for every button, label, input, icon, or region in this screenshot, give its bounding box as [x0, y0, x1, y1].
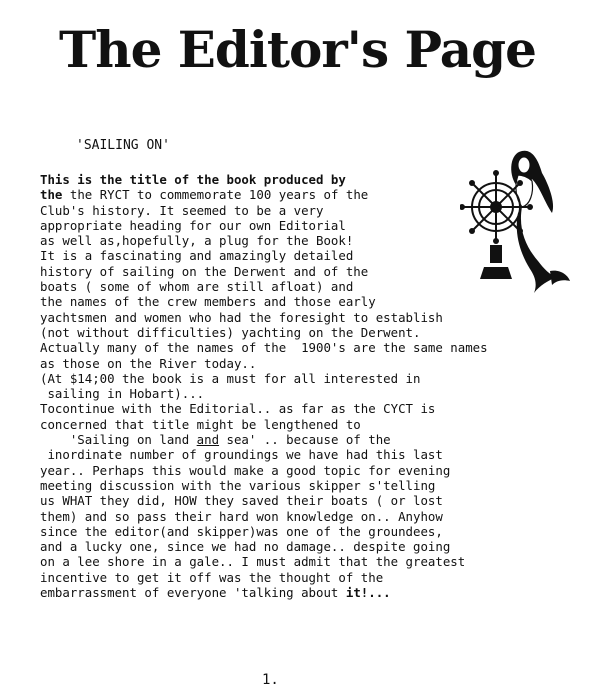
text-line: incentive to get it off was the thought of the — [40, 569, 384, 585]
editorial-text — [40, 172, 580, 600]
text-line: history of sailing on the Derwent and of the — [40, 263, 369, 279]
text-line: year.. Perhaps this would make a good topic for evening — [40, 462, 451, 478]
text-line: the the RYCT to commemorate 100 years of the — [40, 187, 369, 203]
text-line: them) and so pass their hard won knowledge on.. Anyhow — [40, 508, 443, 524]
text-line: and a lucky one, since we had no damage.. despite going — [40, 539, 451, 555]
text-line: on a lee shore in a gale.. I must admit that the greatest — [40, 554, 466, 570]
text-line: boats ( some of whom are still afloat) and — [40, 279, 354, 295]
page-title: The Editor's Page — [59, 20, 536, 79]
text-line: sailing in Hobart)... — [40, 386, 205, 402]
text-line: inordinate number of groundings we have had this last — [40, 447, 443, 463]
text-line: yachtsmen and women who had the foresight to establish — [40, 309, 443, 325]
text-line: Tocontinue with the Editorial.. as far as the CYCT is — [40, 401, 436, 417]
text-line: (At $14;00 the book is a must for all interested in — [40, 370, 421, 386]
section-heading: 'SAILING ON' — [76, 138, 170, 153]
text-line-quote: 'Sailing on land and sea' .. because of the — [40, 432, 391, 448]
text-line-last: embarrassment of everyone 'talking about it!... — [40, 585, 391, 601]
text-line-lead: This is the title of the book produced by — [40, 172, 346, 187]
text-line: Actually many of the names of the 1900's are the same names — [40, 340, 488, 356]
text-line: It is a fascinating and amazingly detailed — [40, 248, 354, 264]
text-line: us WHAT they did, HOW they saved their boats ( or lost — [40, 493, 443, 509]
text-line: as well as,hopefully, a plug for the Book! — [40, 233, 354, 249]
text-line: concerned that title might be lengthened to — [40, 416, 361, 432]
text-line: the names of the crew members and those early — [40, 294, 376, 310]
text-line: (not without difficulties) yachting on the Derwent. — [40, 324, 421, 340]
text-line: appropriate heading for our own Editorial — [40, 217, 346, 233]
text-line: Club's history. It seemed to be a very — [40, 202, 324, 218]
text-line: since the editor(and skipper)was one of the groundees, — [40, 523, 443, 539]
page-number: 1. — [262, 672, 279, 688]
text-line: meeting discussion with the various skipper s'telling — [40, 477, 436, 493]
text-line: as those on the River today.. — [40, 355, 257, 371]
